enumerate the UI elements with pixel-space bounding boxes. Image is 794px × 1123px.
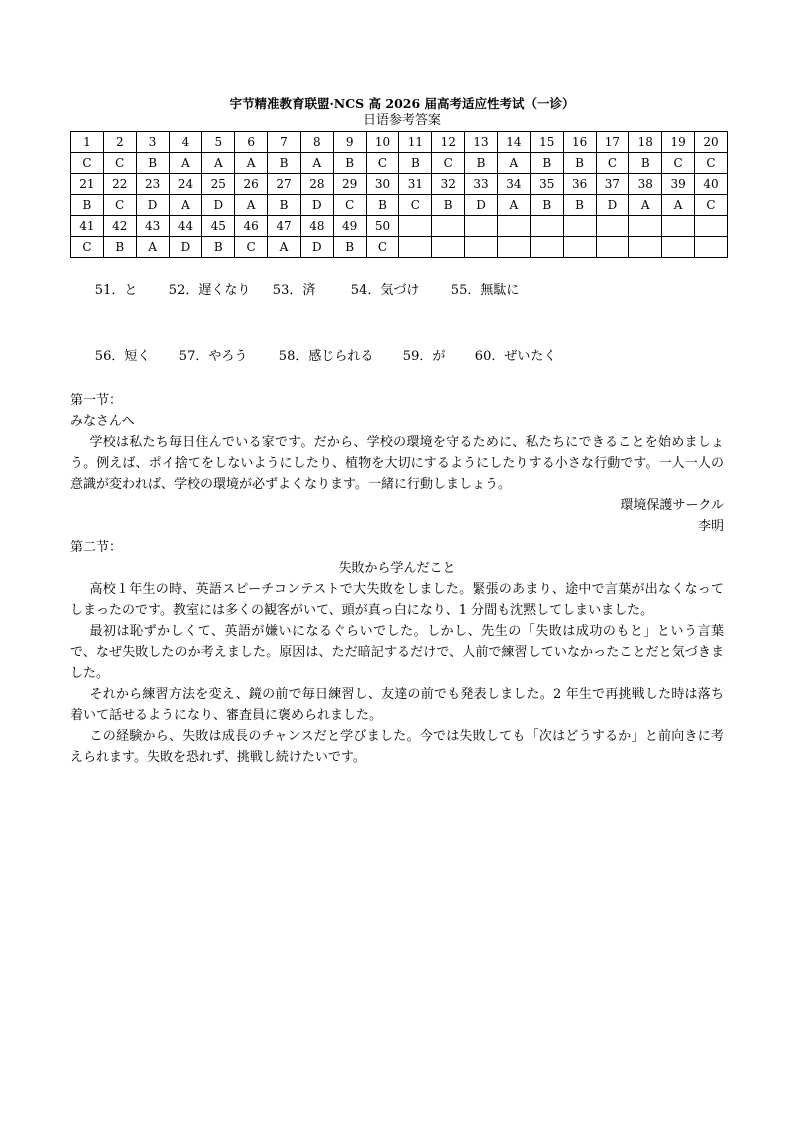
answer-cell	[662, 237, 695, 258]
answer-cell: C	[333, 195, 366, 216]
question-number-cell: 50	[366, 216, 399, 237]
fill-answer: 56．短く	[94, 349, 151, 364]
question-number-cell: 30	[366, 174, 399, 195]
question-number-cell: 21	[71, 174, 104, 195]
fill-answer-row	[70, 324, 724, 390]
answer-cell: C	[399, 195, 432, 216]
answer-cell: B	[432, 195, 465, 216]
question-number-cell: 22	[103, 174, 136, 195]
question-number-cell: 8	[300, 132, 333, 153]
fill-answer: 52．遅くなり	[168, 283, 251, 298]
answer-row	[71, 153, 728, 174]
question-number-cell	[563, 216, 596, 237]
fill-answer: 51．と	[94, 283, 138, 298]
answer-cell: B	[71, 195, 104, 216]
question-number-cell	[530, 216, 563, 237]
answer-cell: A	[235, 153, 268, 174]
answer-cell	[497, 237, 530, 258]
question-number-cell: 17	[596, 132, 629, 153]
question-number-cell: 33	[465, 174, 498, 195]
answer-cell: D	[465, 195, 498, 216]
question-number-cell: 26	[235, 174, 268, 195]
answer-cell: B	[399, 153, 432, 174]
answer-cell	[465, 237, 498, 258]
answer-cell: A	[497, 195, 530, 216]
question-number-cell	[497, 216, 530, 237]
question-number-row	[71, 174, 728, 195]
question-number-cell: 18	[629, 132, 662, 153]
letter-body: 学校は私たち毎日住んでいる家です。だから、学校の環境を守るために、私たちにできることを始めましょう。例えば、ポイ捨てをしないようにしたり、植物を大切にするようにしたりする小さな行動です。一人一人の意識が変われば、学校の環境が必ずよくなります。一緒に行動しましょう。	[70, 435, 724, 492]
fill-answer: 54．気づけ	[350, 283, 420, 298]
question-number-cell: 7	[268, 132, 301, 153]
question-number-cell: 28	[300, 174, 333, 195]
question-number-cell: 41	[71, 216, 104, 237]
question-number-cell: 10	[366, 132, 399, 153]
answer-cell: A	[235, 195, 268, 216]
question-number-cell: 25	[202, 174, 235, 195]
answer-cell: B	[563, 153, 596, 174]
question-number-cell	[432, 216, 465, 237]
question-number-cell: 11	[399, 132, 432, 153]
answer-cell: A	[202, 153, 235, 174]
question-number-cell: 4	[169, 132, 202, 153]
document-subtitle: 日语参考答案	[362, 113, 441, 128]
answer-cell	[695, 237, 728, 258]
question-number-cell: 14	[497, 132, 530, 153]
question-number-cell: 34	[497, 174, 530, 195]
answer-cell: A	[268, 237, 301, 258]
question-number-cell: 42	[103, 216, 136, 237]
question-number-cell: 39	[662, 174, 695, 195]
answer-cell: A	[497, 153, 530, 174]
question-number-cell: 16	[563, 132, 596, 153]
fill-answer: 58．感じられる	[278, 349, 374, 364]
question-number-cell: 29	[333, 174, 366, 195]
answer-cell: D	[136, 195, 169, 216]
question-number-cell: 37	[596, 174, 629, 195]
question-number-row	[71, 216, 728, 237]
letter-signature-name: 李明	[697, 519, 724, 534]
question-number-row	[71, 132, 728, 153]
answer-cell: B	[268, 195, 301, 216]
answer-cell: C	[366, 153, 399, 174]
question-number-cell: 12	[432, 132, 465, 153]
question-number-cell: 15	[530, 132, 563, 153]
answer-cell	[399, 237, 432, 258]
letter-signature-group: 環境保護サークル	[620, 498, 724, 513]
answer-cell: B	[563, 195, 596, 216]
question-number-cell: 49	[333, 216, 366, 237]
question-number-cell: 47	[268, 216, 301, 237]
answer-row	[71, 237, 728, 258]
question-number-cell: 43	[136, 216, 169, 237]
essay-paragraph: 高校１年生の時、英語スピーチコンテストで大失敗をしました。緊張のあまり、途中で言葉が出なくなってしまったのです。教室には多くの観客がいて、頭が真っ白になり、1 分間も沈黙してしまいました。	[70, 582, 724, 618]
question-number-cell: 20	[695, 132, 728, 153]
answer-cell: B	[268, 153, 301, 174]
answer-cell: C	[432, 153, 465, 174]
answer-cell: C	[695, 195, 728, 216]
answer-cell: A	[169, 153, 202, 174]
question-number-cell	[596, 216, 629, 237]
answer-cell: D	[300, 237, 333, 258]
answer-cell: B	[333, 153, 366, 174]
question-number-cell	[399, 216, 432, 237]
answer-cell: B	[530, 153, 563, 174]
question-number-cell: 23	[136, 174, 169, 195]
fill-answers	[70, 258, 724, 390]
answer-cell: B	[366, 195, 399, 216]
question-number-cell: 2	[103, 132, 136, 153]
answer-cell: B	[629, 153, 662, 174]
answer-cell	[563, 237, 596, 258]
question-number-cell	[695, 216, 728, 237]
answer-cell: C	[695, 153, 728, 174]
question-number-cell: 3	[136, 132, 169, 153]
answer-table	[70, 131, 728, 258]
answer-cell: C	[662, 153, 695, 174]
answer-cell: D	[596, 195, 629, 216]
letter-greeting: みなさんへ	[70, 414, 135, 429]
answer-cell: B	[103, 237, 136, 258]
answer-cell	[629, 237, 662, 258]
question-number-cell: 9	[333, 132, 366, 153]
answer-cell: A	[300, 153, 333, 174]
answer-cell: C	[103, 153, 136, 174]
fill-answer: 59．が	[402, 349, 446, 364]
answer-cell: C	[366, 237, 399, 258]
question-number-cell: 40	[695, 174, 728, 195]
answer-cell: A	[136, 237, 169, 258]
question-number-cell: 1	[71, 132, 104, 153]
fill-answer: 55．無駄に	[450, 283, 520, 298]
question-number-cell: 27	[268, 174, 301, 195]
section1-heading: 第一节：	[70, 393, 123, 408]
answer-cell: A	[662, 195, 695, 216]
question-number-cell: 46	[235, 216, 268, 237]
fill-answer: 60．ぜいたく	[474, 349, 557, 364]
question-number-cell: 44	[169, 216, 202, 237]
document-title: 宇节精准教育联盟·NCS 高 2026 届高考适应性考试（一诊）	[229, 96, 575, 111]
fill-answer-row	[70, 258, 724, 324]
question-number-cell: 36	[563, 174, 596, 195]
question-number-cell: 5	[202, 132, 235, 153]
answer-cell	[530, 237, 563, 258]
answer-cell: C	[596, 153, 629, 174]
question-number-cell: 19	[662, 132, 695, 153]
question-number-cell: 6	[235, 132, 268, 153]
answer-cell: C	[71, 237, 104, 258]
question-number-cell: 48	[300, 216, 333, 237]
question-number-cell	[465, 216, 498, 237]
answer-cell: B	[530, 195, 563, 216]
answer-cell: D	[300, 195, 333, 216]
question-number-cell: 32	[432, 174, 465, 195]
essay-title: 失敗から学んだこと	[338, 561, 456, 576]
question-number-cell	[629, 216, 662, 237]
question-number-cell: 45	[202, 216, 235, 237]
essay-paragraph: 最初は恥ずかしくて、英語が嫌いになるぐらいでした。しかし、先生の「失敗は成功のもと」という言葉で、なぜ失敗したのか考えました。原因は、ただ暗記するだけで、人前で練習していなかったことだと気づきました。	[70, 624, 724, 681]
answer-cell: A	[629, 195, 662, 216]
fill-answer: 53．済	[272, 283, 316, 298]
answer-cell	[596, 237, 629, 258]
essay-paragraph: この経験から、失敗は成長のチャンスだと学びました。今では失敗しても「次はどうするか」と前向きに考えられます。失敗を恐れず、挑戦し続けたいです。	[70, 729, 724, 765]
fill-answer: 57．やろう	[178, 349, 248, 364]
answer-cell: B	[202, 237, 235, 258]
answer-cell: D	[202, 195, 235, 216]
essay-paragraph: それから練習方法を変え、鏡の前で毎日練習し、友達の前でも発表しました。2 年生で再挑戦した時は落ち着いて話せるようになり、審査員に褒められました。	[70, 687, 724, 723]
answer-cell: C	[103, 195, 136, 216]
answer-cell: B	[333, 237, 366, 258]
question-number-cell: 38	[629, 174, 662, 195]
answer-cell: C	[235, 237, 268, 258]
answer-row	[71, 195, 728, 216]
answer-sheet	[70, 96, 724, 768]
question-number-cell	[662, 216, 695, 237]
answer-cell: B	[136, 153, 169, 174]
question-number-cell: 24	[169, 174, 202, 195]
question-number-cell: 13	[465, 132, 498, 153]
answer-cell: C	[71, 153, 104, 174]
answer-cell	[432, 237, 465, 258]
answer-cell: B	[465, 153, 498, 174]
section2-heading: 第二节：	[70, 540, 123, 555]
answer-cell: D	[169, 237, 202, 258]
question-number-cell: 31	[399, 174, 432, 195]
question-number-cell: 35	[530, 174, 563, 195]
answer-cell: A	[169, 195, 202, 216]
